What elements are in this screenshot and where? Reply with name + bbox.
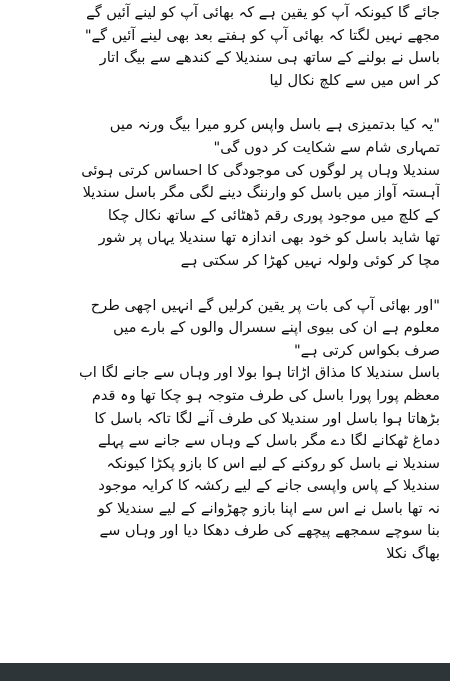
text-line: کے کلچ میں موجود پوری رقم ڈھٹائی کے ساتھ نکال چکا [107,206,440,224]
paragraph [10,2,440,92]
text-line: "اور بھائی آپ کی بات پر یقین کرلیں گے انہیں اچھی طرح [90,296,440,314]
text-line: بھاگ نکلا [386,545,440,563]
bottom-bar [0,663,450,681]
text-line: بنا سوچے سمجھے پیچھے کی طرف دھکا دیا اور وہاں سے [99,522,440,540]
paragraph-gap [10,92,440,114]
text-line: نہ تھا باسل نے اس سے اپنا بازو چھڑوانے کے لیے سندیلا کو [97,499,440,517]
text-line: مجھے نہیں لگتا کہ بھائی آپ کو ہفتے بعد بھی لینے آئیں گے" [84,26,440,44]
text-line: بڑھاتا ہوا باسل اور سندیلا کی طرف آنے لگا تاکہ باسل کا [94,409,440,427]
text-line: باسل نے بولنے کے ساتھ ہی سندیلا کے کندھے سے بیگ اتار [99,49,440,67]
text-line: صرف بکواس کرتی ہے" [293,341,440,359]
text-line: تمہاری شام سے شکایت کر دوں گی" [213,138,440,156]
paragraph [10,295,440,566]
text-line: تھا شاید باسل کو خود بھی اندازہ تھا سندیلا یہاں پر شور [98,229,440,247]
paragraph-gap [10,273,440,295]
paragraph [10,114,440,272]
text-line: باسل سندیلا کا مذاق اڑاتا ہوا بولا اور وہاں سے جانے لگا اب [78,364,440,382]
text-line: سندیلا وہاں پر لوگوں کی موجودگی کا احساس کرتی ہوئی [81,161,440,179]
text-line: جائے گا کیونکہ آپ کو یقین ہے کہ بھائی آپ کو لینے آئیں گے [86,4,440,21]
text-line: آہستہ آواز میں باسل کو وارننگ دینے لگی مگر باسل سندیلا [82,184,440,202]
text-line: معظم پورا پورا باسل کی طرف متوجہ ہو چکا تھا وہ قدم [91,386,440,404]
text-line: کر اس میں سے کلچ نکال لیا [269,71,440,89]
text-line: "یہ کیا بدتمیزی ہے باسل واپس کرو میرا بیگ ورنہ میں [109,116,440,134]
text-line: سندیلا کے پاس واپسی جانے کے لیے رکشہ کا کرایہ موجود [98,477,440,495]
text-line: مچا کر کوئی ولولہ نہیں کھڑا کر سکتی ہے [180,251,440,269]
text-line: معلوم ہے ان کی بیوی اپنے سسرال والوں کے بارے میں [113,319,440,337]
text-line: دماغ ٹھکانے لگا دے مگر باسل کے وہاں سے جانے سے پہلے [97,432,440,450]
text-line: سندیلا نے باسل کو روکنے کے لیے اس کا بازو پکڑا کیونکہ [106,454,440,472]
